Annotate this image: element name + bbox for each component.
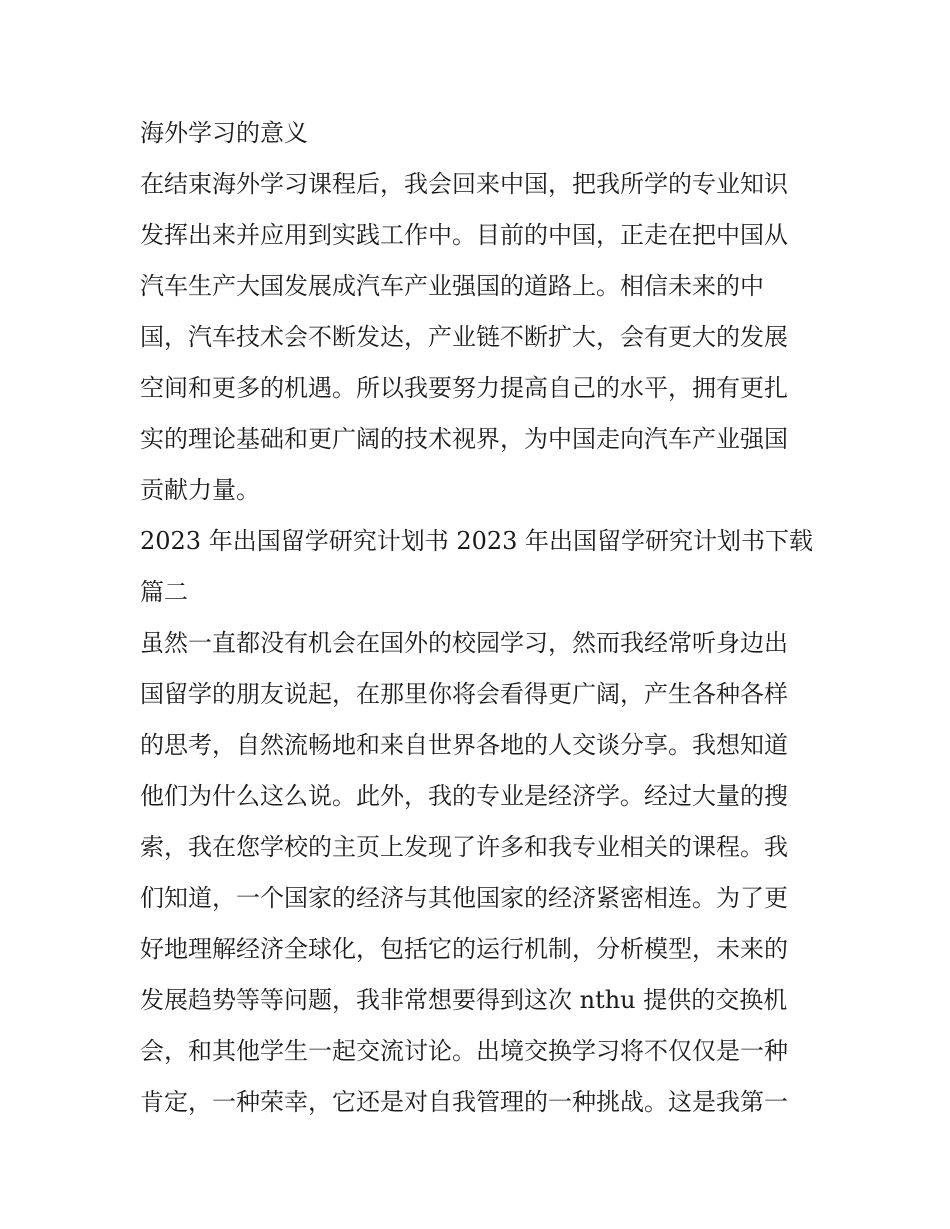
text-line: 虽然一直都没有机会在国外的校园学习，然而我经常听身边出 [140,629,788,657]
text-line: 发挥出来并应用到实践工作中。目前的中国，正走在把中国从 [140,221,788,249]
text-line: 好地理解经济全球化，包括它的运行机制，分析模型，未来的 [140,935,788,963]
document-body [140,108,815,1128]
text-line: 的思考，自然流畅地和来自世界各地的人交谈分享。我想知道 [140,731,788,759]
text-line: 发展趋势等等问题，我非常想要得到这次 nthu 提供的交换机 [140,986,788,1014]
text-line: 贡献力量。 [140,476,260,504]
text-line: 索，我在您学校的主页上发现了许多和我专业相关的课程。我 [140,833,788,861]
text-line: 们知道，一个国家的经济与其他国家的经济紧密相连。为了更 [140,884,788,912]
article-title: 2023 年出国留学研究计划书 2023 年出国留学研究计划书下载 [140,527,814,555]
text-line: 实的理论基础和更广阔的技术视界，为中国走向汽车产业强国 [140,425,788,453]
text-line: 肯定，一种荣幸，它还是对自我管理的一种挑战。这是我第一 [140,1088,788,1116]
text-line: 会，和其他学生一起交流讨论。出境交换学习将不仅仅是一种 [140,1037,788,1065]
section-heading: 海外学习的意义 [140,119,308,147]
text-line: 他们为什么这么说。此外，我的专业是经济学。经过大量的搜 [140,782,788,810]
text-line: 国，汽车技术会不断发达，产业链不断扩大，会有更大的发展 [140,323,788,351]
text-line: 在结束海外学习课程后，我会回来中国，把我所学的专业知识 [140,170,788,198]
text-line: 汽车生产大国发展成汽车产业强国的道路上。相信未来的中 [140,272,764,300]
article-title-continued: 篇二 [140,578,188,606]
text-line: 空间和更多的机遇。所以我要努力提高自己的水平，拥有更扎 [140,374,788,402]
text-line: 国留学的朋友说起，在那里你将会看得更广阔，产生各种各样 [140,680,788,708]
